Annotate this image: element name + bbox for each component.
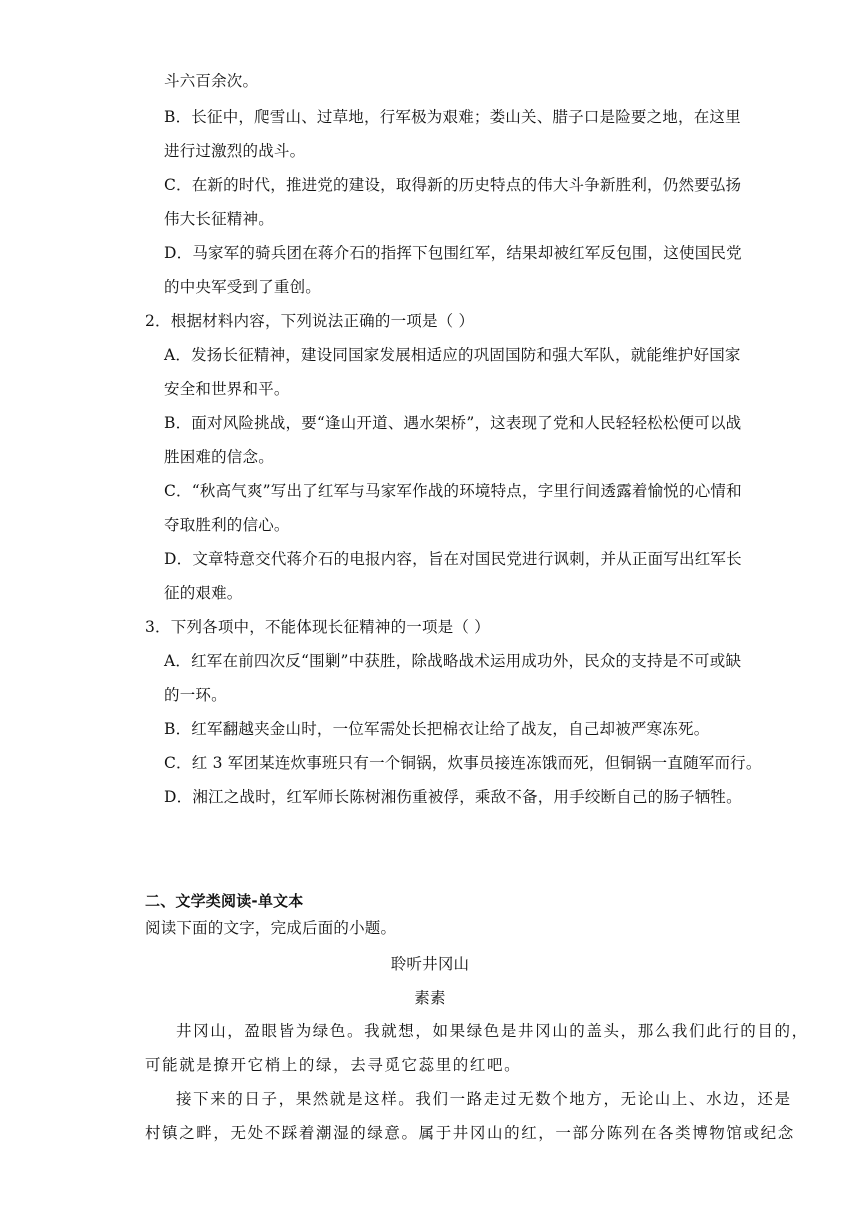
section-instructions: 阅读下面的文字，完成后面的小题。 <box>145 919 397 937</box>
q3-option-c: C．红 3 军团某连炊事班只有一个铜锅，炊事员接连冻饿而死，但铜锅一直随军而行。 <box>164 754 762 772</box>
article-title: 聆听井冈山 <box>390 955 470 973</box>
q3-option-d: D．湘江之战时，红军师长陈树湘伤重被俘，乘敌不备，用手绞断自己的肠子牺牲。 <box>164 788 742 806</box>
q3-option-a-line2: 的一环。 <box>164 686 227 704</box>
article-author: 素素 <box>414 989 446 1007</box>
q1-option-d-line2: 的中央军受到了重创。 <box>164 278 322 296</box>
paragraph-1-line1: 井冈山，盈眼皆为绿色。我就想，如果绿色是井冈山的盖头，那么我们此行的目的， <box>176 1022 809 1040</box>
q2-option-d-line2: 征的艰难。 <box>164 584 243 602</box>
q2-option-d-line1: D．文章特意交代蒋介石的电报内容，旨在对国民党进行讽刺，并从正面写出红军长 <box>164 550 742 568</box>
paragraph-1-line2: 可能就是撩开它梢上的绿，去寻觅它蕊里的红吧。 <box>145 1056 522 1074</box>
q1-option-c-line2: 伟大长征精神。 <box>164 210 274 228</box>
q1-option-b-line1: B．长征中，爬雪山、过草地，行军极为艰难；娄山关、腊子口是险要之地，在这里 <box>164 108 741 126</box>
q2-option-a-line2: 安全和世界和平。 <box>164 380 290 398</box>
q1-option-c-line1: C．在新的时代，推进党的建设，取得新的历史特点的伟大斗争新胜利，仍然要弘扬 <box>164 176 742 194</box>
paragraph-2-line2: 村镇之畔，无处不踩着潮湿的绿意。属于井冈山的红，一部分陈列在各类博物馆或纪念 <box>145 1124 795 1142</box>
q2-option-a-line1: A．发扬长征精神，建设同国家发展相适应的巩固国防和强大军队，就能维护好国家 <box>164 346 741 364</box>
paragraph-2-line1: 接下来的日子，果然就是这样。我们一路走过无数个地方，无论山上、水边，还是 <box>176 1090 792 1108</box>
q3-option-b: B．红军翻越夹金山时，一位军需处长把棉衣让给了战友，自己却被严寒冻死。 <box>164 720 710 738</box>
q2-option-c-line2: 夺取胜利的信心。 <box>164 516 290 534</box>
q2-option-b-line1: B．面对风险挑战，要“逢山开道、遇水架桥”，这表现了党和人民轻轻松松便可以战 <box>164 414 742 432</box>
question-2: 2．根据材料内容，下列说法正确的一项是（ ） <box>145 312 475 330</box>
q1-option-a-continued: 斗六百余次。 <box>164 72 259 90</box>
question-3: 3．下列各项中，不能体现长征精神的一项是（ ） <box>145 618 490 636</box>
q2-option-c-line1: C．“秋高气爽”写出了红军与马家军作战的环境特点，字里行间透露着愉悦的心情和 <box>164 482 742 500</box>
q3-option-a-line1: A．红军在前四次反“围剿”中获胜，除战略战术运用成功外，民众的支持是不可或缺 <box>164 652 742 670</box>
q2-option-b-line2: 胜困难的信念。 <box>164 448 274 466</box>
section-heading: 二、文学类阅读-单文本 <box>145 892 304 910</box>
q1-option-d-line1: D．马家军的骑兵团在蒋介石的指挥下包围红军，结果却被红军反包围，这使国民党 <box>164 244 742 262</box>
q1-option-b-line2: 进行过激烈的战斗。 <box>164 142 306 160</box>
